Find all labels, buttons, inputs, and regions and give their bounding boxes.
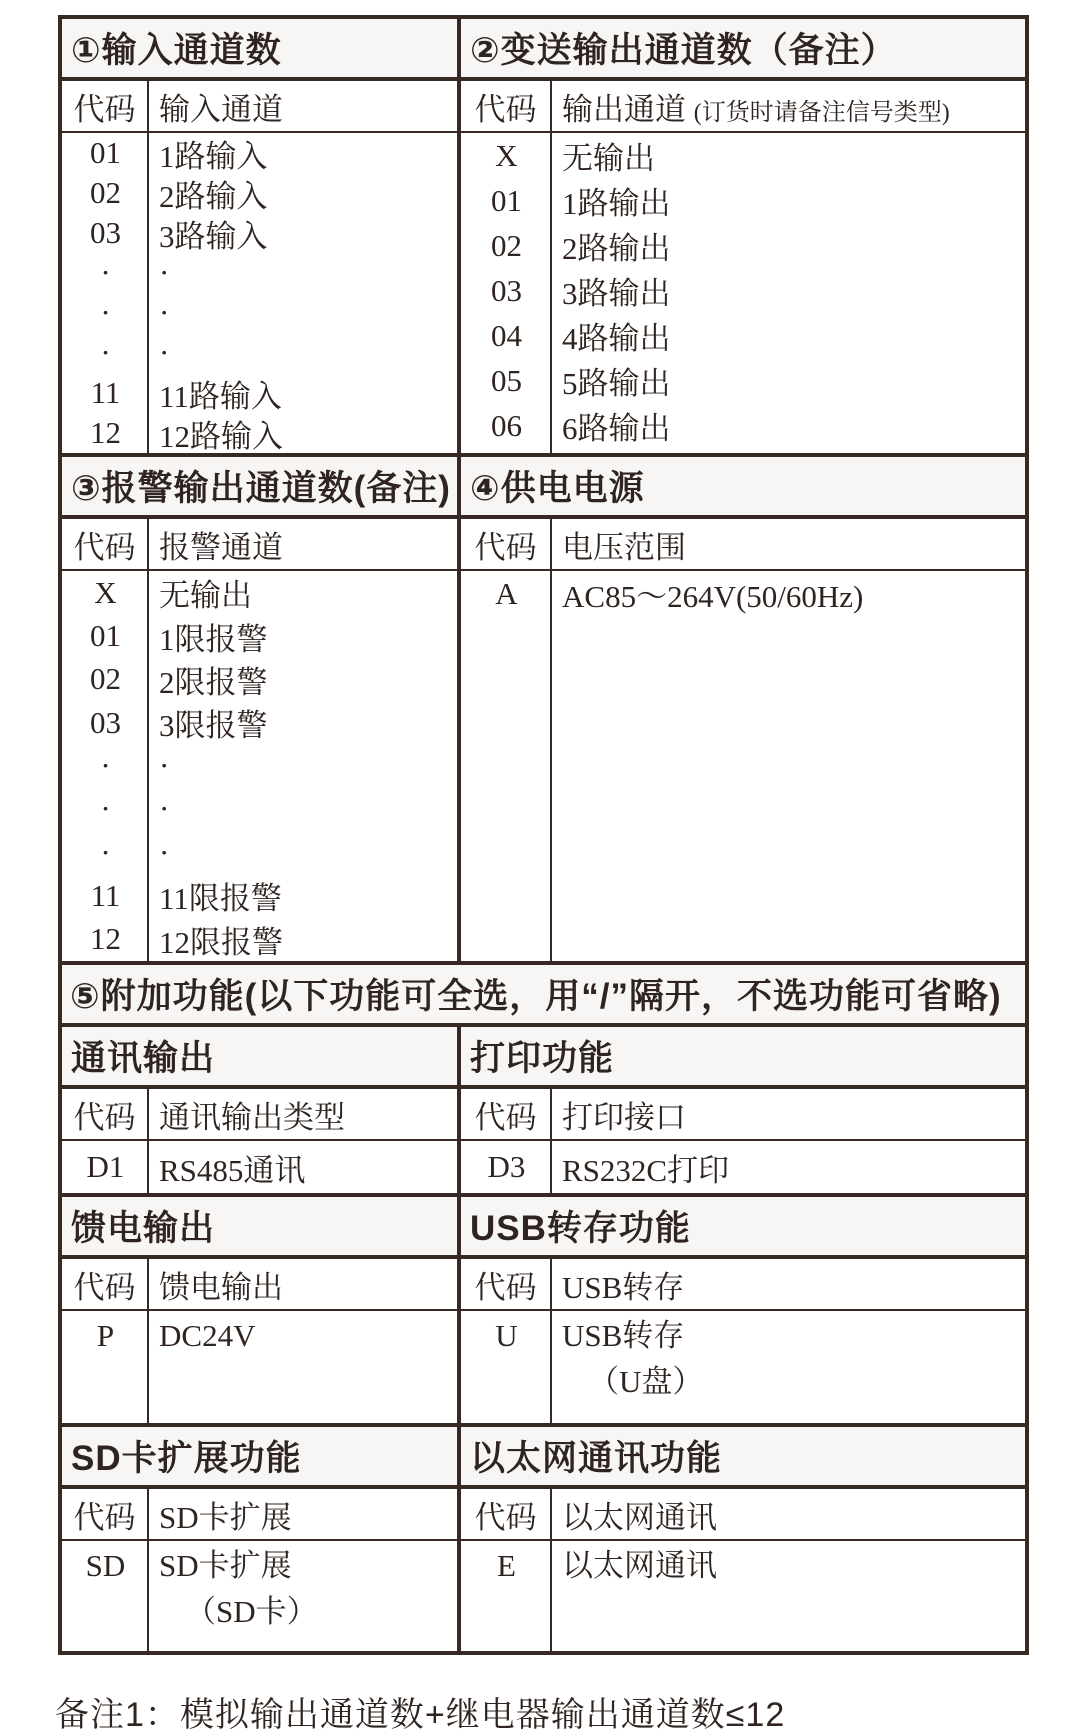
row-desc: 12路输入	[159, 418, 283, 454]
table-row	[461, 133, 1025, 178]
section5-title: ⑤附加功能(以下功能可全选，用“/”隔开，不选功能可省略)	[62, 965, 1025, 1023]
row-desc: 12限报警	[159, 924, 283, 960]
table-row	[62, 658, 457, 701]
row-desc: ·	[159, 791, 170, 827]
col-desc-label: 通讯输出类型	[159, 1099, 345, 1135]
col-desc-label: 电压范围	[562, 529, 686, 565]
table-row	[62, 1141, 457, 1193]
ethernet-table	[461, 1489, 1025, 1651]
row-code: 05	[491, 362, 522, 398]
input-table-header-row	[62, 81, 457, 133]
ethernet-rows	[461, 1541, 1025, 1651]
col-code-label: 代码	[461, 1089, 552, 1139]
table-row	[461, 571, 1025, 616]
section-header-band-3-4	[62, 457, 1025, 519]
col-desc-label: 输入通道	[159, 91, 283, 127]
row-code: SD	[85, 1548, 126, 1583]
row-code: D3	[487, 1149, 526, 1184]
row-code: ·	[100, 335, 111, 370]
row-desc: USB转存 （U盘）	[562, 1318, 704, 1399]
row-desc: 6路输出	[562, 411, 671, 446]
row-desc: ·	[159, 255, 170, 290]
row-code: 06	[491, 407, 522, 443]
row-desc: ·	[159, 295, 170, 330]
table-row	[62, 614, 457, 657]
sd-title: SD卡扩展功能	[62, 1427, 461, 1485]
row-code: P	[96, 1318, 115, 1353]
row-code: X	[495, 137, 518, 173]
row-desc: RS232C打印	[562, 1152, 730, 1188]
order-note: (订货时请备注信号类型)	[693, 99, 950, 126]
feed-table	[62, 1259, 461, 1423]
row-code: 02	[90, 175, 121, 210]
row-code: 03	[491, 272, 522, 308]
row-desc: 3路输出	[562, 276, 671, 311]
alarm-table-rows	[62, 571, 457, 961]
section5-header-band	[62, 965, 1025, 1027]
section4-title: ④供电电源	[470, 469, 645, 508]
col-desc-label: USB转存	[562, 1269, 685, 1305]
usb-rows	[461, 1311, 1025, 1423]
col-code-label: 代码	[62, 519, 149, 569]
row-code: 01	[90, 617, 121, 653]
row-code: ·	[100, 295, 111, 330]
col-code-label: 代码	[461, 1259, 552, 1309]
row-desc: 2路输出	[562, 231, 671, 266]
row-code: 02	[491, 227, 522, 263]
col-desc-label: 以太网通讯	[562, 1499, 717, 1535]
col-code-label: 代码	[461, 519, 552, 569]
table-row	[62, 1541, 457, 1635]
row-desc: AC85～264V(50/60Hz)	[562, 579, 864, 614]
row-code: 03	[90, 215, 121, 250]
row-desc: 1路输出	[562, 186, 671, 221]
col-desc-label: 报警通道	[159, 529, 283, 565]
row-desc: RS485通讯	[159, 1152, 306, 1188]
table-row	[62, 1311, 457, 1359]
table-row	[62, 788, 457, 831]
row-code: ·	[100, 791, 111, 827]
row-desc: 1限报警	[159, 621, 268, 657]
table-row	[461, 1141, 1025, 1193]
col-code-label: 代码	[62, 1489, 149, 1539]
band-alarm-power-tables	[62, 519, 1025, 965]
row-code: 11	[90, 877, 121, 913]
row-code: 01	[90, 135, 121, 170]
table-row	[62, 373, 457, 413]
alarm-channels-table	[62, 519, 461, 961]
col-desc-label: 馈电输出	[159, 1269, 283, 1305]
row-desc: 4路输出	[562, 321, 671, 356]
table-row	[461, 1541, 1025, 1589]
comm-title: 通讯输出	[62, 1027, 461, 1085]
feed-title: 馈电输出	[62, 1197, 461, 1255]
subheader-feed-usb	[62, 1197, 1025, 1259]
comm-header-row	[62, 1089, 457, 1141]
table-row	[62, 213, 457, 253]
row-desc: 2限报警	[159, 664, 268, 700]
sd-table	[62, 1489, 461, 1651]
band-feed-usb-tables	[62, 1259, 1025, 1427]
table-row	[62, 413, 457, 453]
row-code: 04	[491, 317, 522, 353]
row-desc: 11路输入	[159, 378, 282, 414]
ethernet-title: 以太网通讯功能	[470, 1439, 723, 1478]
row-desc: ·	[159, 834, 170, 870]
row-code: ·	[100, 834, 111, 870]
power-supply-table	[461, 519, 1025, 961]
input-channels-table	[62, 81, 461, 453]
row-code: 12	[90, 921, 121, 957]
subheader-comm-print	[62, 1027, 1025, 1089]
comm-rows	[62, 1141, 457, 1193]
ethernet-header-row	[461, 1489, 1025, 1541]
table-row	[461, 268, 1025, 313]
row-code: X	[94, 574, 117, 610]
row-desc: 1路输入	[159, 138, 268, 174]
col-code-label: 代码	[461, 81, 552, 131]
table-row	[62, 293, 457, 333]
band-sd-ethernet-tables	[62, 1489, 1025, 1651]
row-desc: 11限报警	[159, 881, 282, 917]
section1-title: ①输入通道数	[62, 19, 461, 77]
table-row	[62, 874, 457, 917]
table-row	[62, 701, 457, 744]
print-rows	[461, 1141, 1025, 1193]
table-row	[62, 744, 457, 787]
row-code: ·	[100, 747, 111, 783]
row-code: D1	[86, 1149, 125, 1184]
table-row	[62, 133, 457, 173]
row-desc: ·	[159, 747, 170, 783]
output-table-header-row	[461, 81, 1025, 133]
section2-title: ②变送输出通道数（备注）	[470, 31, 897, 70]
sd-header-row	[62, 1489, 457, 1541]
transmit-output-table	[461, 81, 1025, 453]
footnote: 备注1：模拟输出通道数+继电器输出通道数≤12	[55, 1696, 786, 1734]
feed-rows	[62, 1311, 457, 1423]
row-desc: 5路输出	[562, 366, 671, 401]
row-desc: SD卡扩展 （SD卡）	[159, 1548, 318, 1629]
power-table-header-row	[461, 519, 1025, 571]
row-desc: 3路输入	[159, 218, 268, 254]
row-desc: 无输出	[159, 578, 252, 614]
sd-rows	[62, 1541, 457, 1651]
row-code: A	[495, 575, 518, 611]
col-code-label: 代码	[461, 1489, 552, 1539]
comm-table	[62, 1089, 461, 1193]
section-header-band-1-2	[62, 19, 1025, 81]
ordering-selection-table	[58, 15, 1029, 1655]
power-table-rows	[461, 571, 1025, 961]
col-desc-label: 输出通道 (订货时请备注信号类型)	[562, 91, 950, 127]
print-table	[461, 1089, 1025, 1193]
output-table-rows	[461, 133, 1025, 453]
row-desc: DC24V	[159, 1318, 256, 1353]
col-code-label: 代码	[62, 1259, 149, 1309]
col-code-label: 代码	[62, 81, 149, 131]
usb-title: USB转存功能	[470, 1209, 691, 1248]
col-desc-label: 打印接口	[562, 1099, 686, 1135]
row-desc: 2路输入	[159, 178, 268, 214]
table-row	[461, 358, 1025, 403]
alarm-table-header-row	[62, 519, 457, 571]
row-desc: 无输出	[562, 141, 655, 176]
table-row	[461, 178, 1025, 223]
usb-table	[461, 1259, 1025, 1423]
row-desc: ·	[159, 335, 170, 370]
band-input-output-tables	[62, 81, 1025, 457]
table-row	[461, 313, 1025, 358]
row-code: 03	[90, 704, 121, 740]
table-row	[62, 253, 457, 293]
row-code: 01	[491, 182, 522, 218]
col-code-label: 代码	[62, 1089, 149, 1139]
subheader-sd-ethernet	[62, 1427, 1025, 1489]
section3-title: ③报警输出通道数(备注)	[62, 457, 461, 515]
table-row	[62, 333, 457, 373]
table-row	[461, 223, 1025, 268]
band-comm-print-tables	[62, 1089, 1025, 1197]
row-code: U	[495, 1318, 518, 1353]
table-row	[62, 571, 457, 614]
row-code: 12	[90, 415, 121, 450]
row-code: ·	[100, 255, 111, 290]
print-title: 打印功能	[470, 1039, 615, 1078]
col-desc-label: SD卡扩展	[159, 1499, 292, 1535]
print-header-row	[461, 1089, 1025, 1141]
table-row	[461, 1311, 1025, 1405]
table-row	[62, 173, 457, 213]
row-code: 11	[90, 375, 121, 410]
table-row	[461, 403, 1025, 448]
input-table-rows	[62, 133, 457, 453]
feed-header-row	[62, 1259, 457, 1311]
row-desc: 以太网通讯	[562, 1548, 717, 1583]
row-code: 02	[90, 661, 121, 697]
row-code: E	[497, 1548, 516, 1583]
usb-header-row	[461, 1259, 1025, 1311]
table-row	[62, 918, 457, 961]
table-row	[62, 831, 457, 874]
row-desc: 3限报警	[159, 708, 268, 744]
